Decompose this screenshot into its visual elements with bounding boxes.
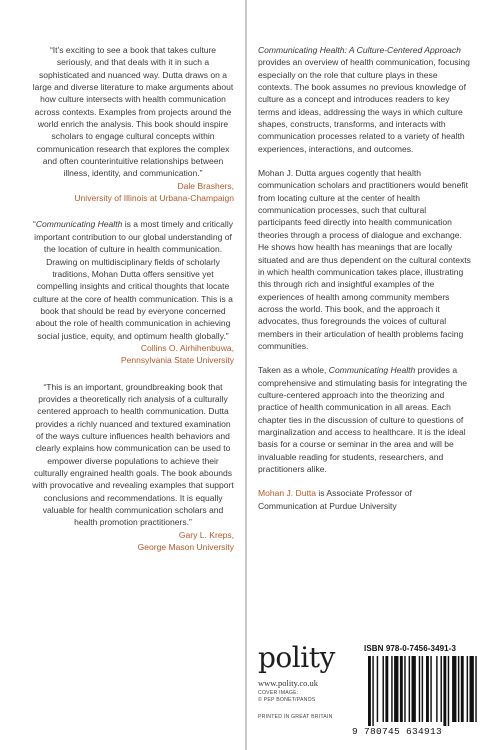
barcode-bar bbox=[467, 656, 468, 722]
column-divider bbox=[245, 0, 247, 750]
isbn-label: ISBN 978-0-7456-3491-3 bbox=[364, 644, 457, 653]
book-title-italic: Communicating Health bbox=[35, 219, 123, 230]
endorser-name: Dale Brashers, bbox=[177, 180, 234, 191]
endorsement-airhihenbuwa bbox=[32, 218, 234, 366]
endorser-institution: Pennsylvania State University bbox=[120, 355, 234, 366]
cover-image-label: COVER IMAGE: bbox=[258, 690, 299, 696]
publisher-url: www.polity.co.uk bbox=[258, 678, 319, 688]
barcode-bar bbox=[441, 656, 442, 722]
description-paragraph-1: Communicating Health: A Culture-Centered Approach provides an overview of health communication, focusing especially on the role that culture plays in these contexts. The book assumes no previous knowledge of culture as a concept and introduces readers to key terms and ideas, addressing the ways in which culture shapes, constructs, transforms, and interacts with communication processes related to a variety of health experiences, interactions, and outcomes. bbox=[258, 45, 470, 154]
barcode-bar bbox=[458, 656, 459, 722]
barcode-bar bbox=[383, 656, 384, 722]
endorsement-brashers bbox=[32, 44, 234, 204]
barcode-bar bbox=[448, 656, 449, 726]
barcode-bar bbox=[394, 656, 398, 722]
description-column bbox=[258, 44, 472, 524]
book-title-italic: Communicating Health: A Culture-Centered Approach bbox=[258, 45, 461, 55]
barcode-bar bbox=[409, 656, 410, 722]
barcode-bar bbox=[443, 656, 446, 726]
barcode-bar bbox=[430, 656, 431, 722]
barcode-bar bbox=[470, 656, 474, 722]
endorsement-body: is a most timely and critically important contribution to our global understanding of the location of culture in health communication. Drawing on multidisciplinary fields of scholarly traditions, Mohan Dutta offers sensitive yet compelling insights and critical thoughts that locate culture at the core of health communication. This is a book that should be read by everyone concerned about the role of health communication in achieving social justice, equity, and optimum health globally.” bbox=[33, 219, 233, 341]
credits-block bbox=[258, 690, 354, 721]
barcode-bar bbox=[412, 656, 416, 722]
author-name: Mohan J. Dutta bbox=[258, 488, 316, 499]
barcode-bar bbox=[372, 656, 373, 726]
barcode-bar bbox=[400, 656, 403, 722]
barcode bbox=[364, 656, 482, 726]
barcode-bar bbox=[426, 656, 429, 722]
barcode-bar bbox=[436, 656, 437, 722]
endorser-name: Collins O. Airhihenbuwa, bbox=[140, 342, 234, 353]
publisher-block bbox=[258, 641, 354, 688]
barcode-bar bbox=[377, 656, 378, 722]
printed-in: PRINTED IN GREAT BRITAIN bbox=[258, 714, 333, 720]
barcode-bar bbox=[385, 656, 388, 722]
open-quote: “ bbox=[33, 219, 36, 230]
endorser-name: Gary L. Kreps, bbox=[178, 529, 234, 540]
polity-logo: polity bbox=[258, 641, 335, 674]
endorsement-text bbox=[32, 218, 234, 341]
barcode-digits: 9 780745 634913 bbox=[352, 726, 443, 737]
barcode-bar bbox=[404, 656, 405, 722]
book-title-italic: Communicating Health bbox=[328, 365, 416, 376]
barcode-bar bbox=[391, 656, 392, 722]
barcode-bar bbox=[475, 656, 476, 722]
cover-image-credit: © PEP BONET/PANOS bbox=[258, 697, 316, 703]
barcode-bar bbox=[419, 656, 420, 722]
endorser-institution: George Mason University bbox=[137, 542, 234, 553]
endorser-institution: University of Illinois at Urbana-Champaign bbox=[74, 193, 234, 204]
endorsement-text: “It’s exciting to see a book that takes culture seriously, and that deals with it in such a sophisticated and nuanced way. Dutta draws on a large and diverse literature to make arguments about how culture intersects with health communication across contexts. Examples from projects around the world enrich the analysis. This book should inspire scholars to engage cultural concepts within communication research that explores the complex and often counterintuitive relationships between illness, identity, and communication.” bbox=[32, 45, 234, 179]
endorsements-column bbox=[32, 44, 234, 567]
barcode-bar bbox=[368, 656, 371, 726]
endorsement-text: “This is an important, groundbreaking book that provides a theoretically rich analysis of a culturally centered approach to health communication. Dutta provides a richly nuanced and textured examination of the ways culture influences health behaviors and clearly explains how communication can be used to empower diverse populations to achieve their culturally engrained health goals. The book abounds with provocative and revealing examples that support conclusions and recommendations. It is equally valuable for health communication scholars and health promotion practitioners.” bbox=[32, 381, 234, 528]
author-bio: Mohan J. Dutta is Associate Professor of Communication at Purdue University bbox=[258, 488, 412, 511]
description-paragraph-3: Taken as a whole, Communicating Health provides a comprehensive and stimulating basis for integrating the culture-centered approach into the theorizing and practice of health communication in all areas. Each chapter ties in the discussion of culture to questions of marginalization and access to healthcare. It is the ideal basis for a course or seminar in the area and will be invaluable reading for students, researchers, and practitioners alike. bbox=[258, 365, 468, 474]
barcode-graphic bbox=[364, 656, 482, 726]
endorsement-kreps bbox=[32, 381, 234, 554]
barcode-bar bbox=[452, 656, 456, 722]
barcode-bar bbox=[422, 656, 423, 722]
barcode-bar bbox=[461, 656, 464, 722]
description-paragraph-2: Mohan J. Dutta argues cogently that health communication scholars and practitioners would benefit from locating culture at the center of health communication processes, such that cultural participants feed directly into health communication theories through a process of dialogue and exchange. He shows how health has meanings that are locally situated and are thus dependent on the cultural contexts in which health communication takes place, illustrating this through rich and insightful examples of the experiences of health among community members across the world. This book, and the approach it advocates, thus foregrounds the voices of cultural members in their articulation of health problems facing communities. bbox=[258, 168, 471, 351]
